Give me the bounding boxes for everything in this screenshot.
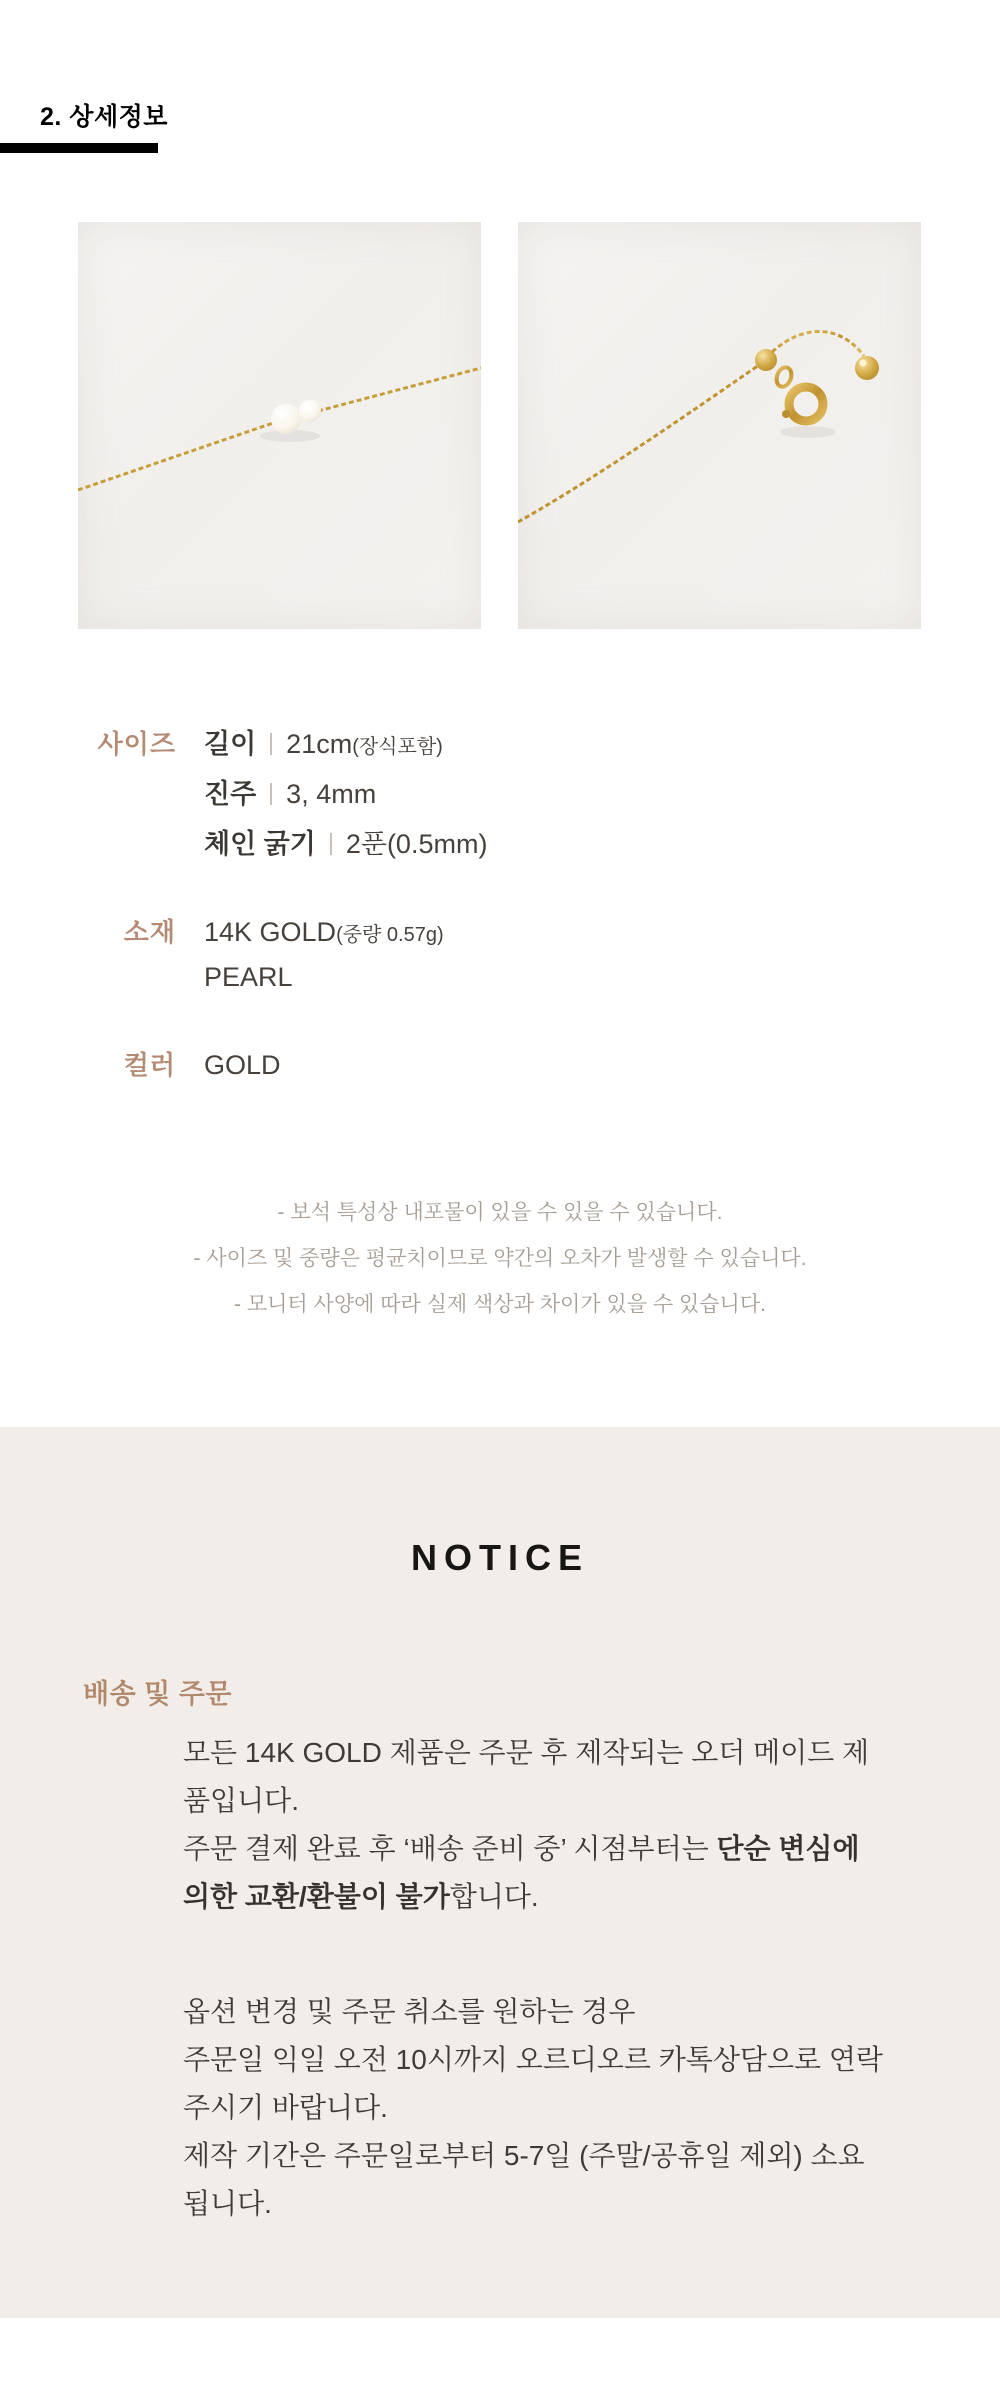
- chain-left-segment: [78, 422, 276, 490]
- chain-main: [518, 363, 762, 522]
- large-pearl: [271, 404, 301, 434]
- notice-p2-line3: 주시기 바랍니다.: [183, 2092, 388, 2123]
- disclaimer-list: [0, 1190, 1000, 1328]
- spec-row-color: [0, 1045, 1000, 1082]
- chain-right-segment: [318, 368, 481, 411]
- notice-title: NOTICE: [410, 1537, 589, 1578]
- spec-pearl-value: 3, 4mm: [286, 779, 377, 809]
- notice-p2-line4: 제작 기간은 주문일로부터 5-7일 (주말/공휴일 제외) 소요: [183, 2140, 865, 2171]
- spring-ring-clasp: [789, 387, 823, 421]
- spec-length-key: 길이: [204, 729, 257, 759]
- page-title: 2. 상세정보: [40, 103, 168, 131]
- spec-chain-value: 2푼(0.5mm): [345, 829, 488, 859]
- spec-material2-value: PEARL: [204, 962, 293, 992]
- disclaimer-line: - 보석 특성상 내포물이 있을 수 있을 수 있습니다.: [277, 1201, 723, 1224]
- connector-link: [774, 365, 794, 389]
- divider: [270, 733, 272, 755]
- spec-row-pearl: [0, 772, 1000, 811]
- title-underline: [0, 143, 158, 153]
- notice-p2-line1: 옵션 변경 및 주문 취소를 원하는 경우: [183, 1996, 636, 2027]
- pearl-highlight: [277, 410, 285, 418]
- spec-size-label: 사이즈: [97, 729, 176, 759]
- spec-row-material-2: [0, 962, 1000, 993]
- clasp-shadow: [780, 426, 836, 438]
- clasp-lever: [782, 410, 790, 418]
- disclaimer-line: - 모니터 사양에 따라 실제 색상과 차이가 있을 수 있습니다.: [234, 1293, 766, 1316]
- divider: [270, 783, 272, 805]
- spec-row-chain: [0, 822, 1000, 861]
- pearl-bracelet-illustration: [78, 222, 481, 629]
- spec-pearl-key: 진주: [204, 779, 257, 809]
- notice-p1-line3-bold: 단순 변심에: [716, 1833, 860, 1864]
- end-ball: [855, 356, 879, 380]
- notice-p2-line5: 됩니다.: [183, 2188, 272, 2219]
- chain-loose-end: [772, 331, 864, 356]
- notice-paragraph-2: [183, 1988, 943, 2228]
- spec-chain-key: 체인 굵기: [204, 829, 316, 859]
- spec-material-label: 소재: [123, 917, 176, 947]
- spec-row-material: [0, 912, 1000, 949]
- small-pearl: [299, 400, 321, 422]
- notice-p1-line1: 모든 14K GOLD 제품은 주문 후 제작되는 오더 메이드 제: [183, 1737, 870, 1768]
- spec-row-length: [0, 722, 1000, 761]
- notice-p1-line4: 합니다.: [449, 1881, 539, 1912]
- spec-length-note: (장식포함): [352, 736, 443, 758]
- spec-length-value: 21cm: [286, 729, 353, 759]
- spec-material-value: 14K GOLD: [204, 917, 337, 947]
- notice-p1-line4-bold: 의한 교환/환불이 불가: [183, 1881, 450, 1912]
- spec-color-label: 컬러: [123, 1050, 176, 1080]
- clasp-detail-photo: [518, 222, 921, 629]
- notice-p1-line3: 주문 결제 완료 후 ‘배송 준비 중’ 시점부터는: [183, 1833, 717, 1864]
- shipping-order-heading: 배송 및 주문: [83, 1679, 232, 1709]
- notice-p1-line2: 품입니다.: [183, 1785, 299, 1816]
- ball-highlight: [860, 360, 867, 367]
- divider: [330, 833, 332, 855]
- notice-paragraph-1: [183, 1729, 943, 1921]
- disclaimer-line: - 사이즈 및 중량은 평균치이므로 약간의 오차가 발생할 수 있습니다.: [193, 1247, 807, 1270]
- pearl-bracelet-photo: [78, 222, 481, 629]
- slider-bead: [755, 349, 777, 371]
- spec-color-value: GOLD: [204, 1050, 281, 1080]
- spec-material-note: (중량 0.57g): [336, 924, 444, 946]
- clasp-illustration: [518, 222, 921, 629]
- notice-p2-line2: 주문일 익일 오전 10시까지 오르디오르 카톡상담으로 연락: [183, 2044, 883, 2075]
